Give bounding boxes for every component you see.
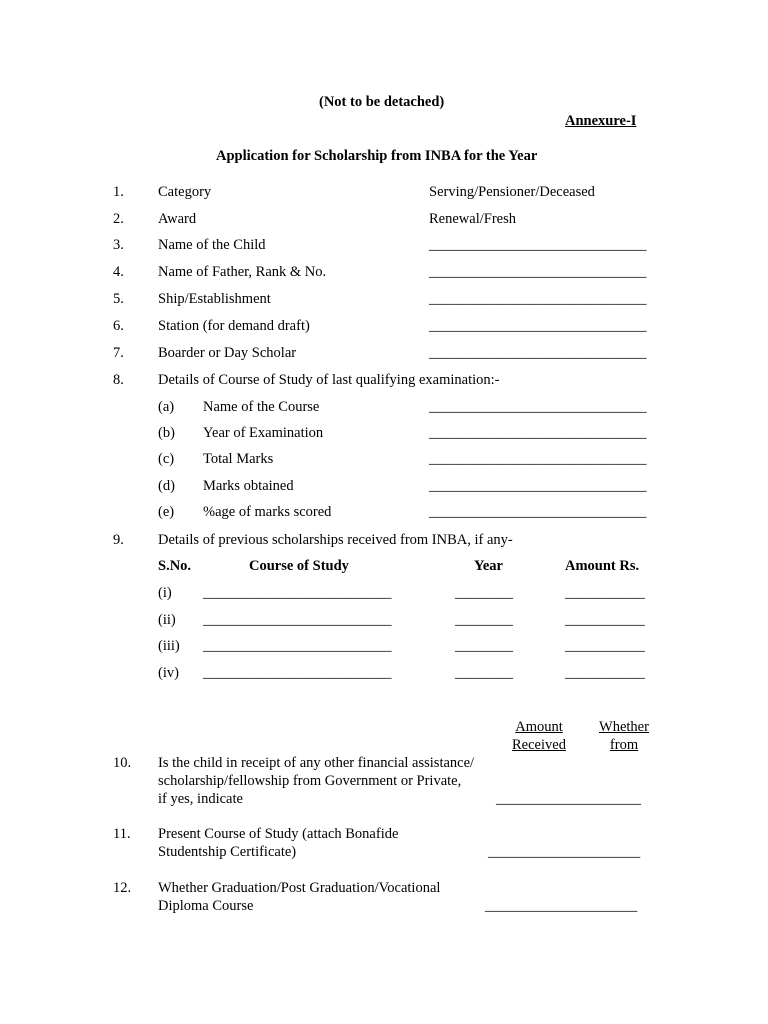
- item-label: Ship/Establishment: [158, 291, 271, 307]
- item-number: 2.: [113, 211, 124, 227]
- amount-blank[interactable]: ___________: [565, 665, 645, 681]
- percentage-field[interactable]: ______________________________: [429, 504, 647, 520]
- column-header-year: Year: [474, 558, 503, 574]
- item-label: Category: [158, 184, 212, 200]
- item-number: 1.: [113, 184, 124, 200]
- item-number: 12.: [113, 880, 132, 896]
- item-number: 10.: [113, 755, 132, 771]
- item-number: 5.: [113, 291, 124, 307]
- item-number: 9.: [113, 532, 124, 548]
- course-blank[interactable]: __________________________: [203, 585, 392, 601]
- item-label-line1: Whether Graduation/Post Graduation/Vocational: [158, 880, 441, 896]
- subitem-label: Name of the Course: [203, 399, 320, 415]
- other-assistance-field[interactable]: ____________________: [496, 791, 641, 807]
- amount-blank[interactable]: ___________: [565, 638, 645, 654]
- item-label-line2: Diploma Course: [158, 898, 254, 914]
- item-number: 8.: [113, 372, 124, 388]
- item-label-line2: scholarship/fellowship from Government or Private,: [158, 773, 462, 789]
- present-course-field[interactable]: _____________________: [488, 844, 641, 860]
- amount-received-header-line1: Amount: [515, 719, 563, 735]
- course-blank[interactable]: __________________________: [203, 665, 392, 681]
- category-options[interactable]: Serving/Pensioner/Deceased: [429, 184, 595, 200]
- item-label: Details of previous scholarships received from INBA, if any-: [158, 532, 513, 548]
- subitem-label: %age of marks scored: [203, 504, 332, 520]
- subitem-letter: (e): [158, 504, 175, 520]
- amount-blank[interactable]: ___________: [565, 585, 645, 601]
- item-label: Name of the Child: [158, 237, 266, 253]
- item-label: Award: [158, 211, 197, 227]
- amount-received-header-line2: Received: [512, 737, 566, 753]
- course-blank[interactable]: __________________________: [203, 638, 392, 654]
- year-blank[interactable]: ________: [455, 665, 513, 681]
- whether-from-header-line1: Whether: [599, 719, 649, 735]
- item-label-line2: Studentship Certificate): [158, 844, 297, 860]
- item-label: Name of Father, Rank & No.: [158, 264, 327, 280]
- item-label: Details of Course of Study of last qualifying examination:-: [158, 372, 500, 388]
- subitem-letter: (b): [158, 425, 175, 441]
- subitem-letter: (c): [158, 451, 175, 467]
- item-label: Boarder or Day Scholar: [158, 345, 297, 361]
- item-number: 11.: [113, 826, 131, 842]
- exam-year-field[interactable]: ______________________________: [429, 425, 647, 441]
- row-number: (ii): [158, 612, 176, 628]
- subitem-label: Total Marks: [203, 451, 274, 467]
- total-marks-field[interactable]: ______________________________: [429, 451, 647, 467]
- column-header-course: Course of Study: [249, 558, 349, 574]
- row-number: (iv): [158, 665, 179, 681]
- year-blank[interactable]: ________: [455, 612, 513, 628]
- item-number: 4.: [113, 264, 124, 280]
- award-options[interactable]: Renewal/Fresh: [429, 211, 516, 227]
- row-number: (i): [158, 585, 172, 601]
- station-field[interactable]: ______________________________: [429, 318, 647, 334]
- item-number: 6.: [113, 318, 124, 334]
- item-label-line1: Is the child in receipt of any other financial assistance/: [158, 755, 475, 771]
- whether-from-header-line2: from: [609, 737, 639, 753]
- row-number: (iii): [158, 638, 180, 654]
- item-label-line3: if yes, indicate: [158, 791, 243, 807]
- item-label: Station (for demand draft): [158, 318, 310, 334]
- column-header-amount: Amount Rs.: [565, 558, 640, 574]
- item-number: 7.: [113, 345, 124, 361]
- child-name-field[interactable]: ______________________________: [429, 237, 647, 253]
- father-name-field[interactable]: ______________________________: [429, 264, 647, 280]
- subitem-label: Year of Examination: [203, 425, 324, 441]
- item-label-line1: Present Course of Study (attach Bonafide: [158, 826, 399, 842]
- amount-blank[interactable]: ___________: [565, 612, 645, 628]
- graduation-type-field[interactable]: _____________________: [485, 898, 638, 914]
- subitem-label: Marks obtained: [203, 478, 294, 494]
- subitem-letter: (d): [158, 478, 175, 494]
- not-detached-note: (Not to be detached): [319, 94, 445, 110]
- boarder-field[interactable]: ______________________________: [429, 345, 647, 361]
- ship-field[interactable]: ______________________________: [429, 291, 647, 307]
- course-name-field[interactable]: ______________________________: [429, 399, 647, 415]
- marks-obtained-field[interactable]: ______________________________: [429, 478, 647, 494]
- subitem-letter: (a): [158, 399, 175, 415]
- year-blank[interactable]: ________: [455, 638, 513, 654]
- annexure-label: Annexure-I: [565, 113, 637, 129]
- course-blank[interactable]: __________________________: [203, 612, 392, 628]
- year-blank[interactable]: ________: [455, 585, 513, 601]
- column-header-sno: S.No.: [158, 558, 192, 574]
- item-number: 3.: [113, 237, 124, 253]
- page-title: Application for Scholarship from INBA for the Year: [216, 148, 538, 164]
